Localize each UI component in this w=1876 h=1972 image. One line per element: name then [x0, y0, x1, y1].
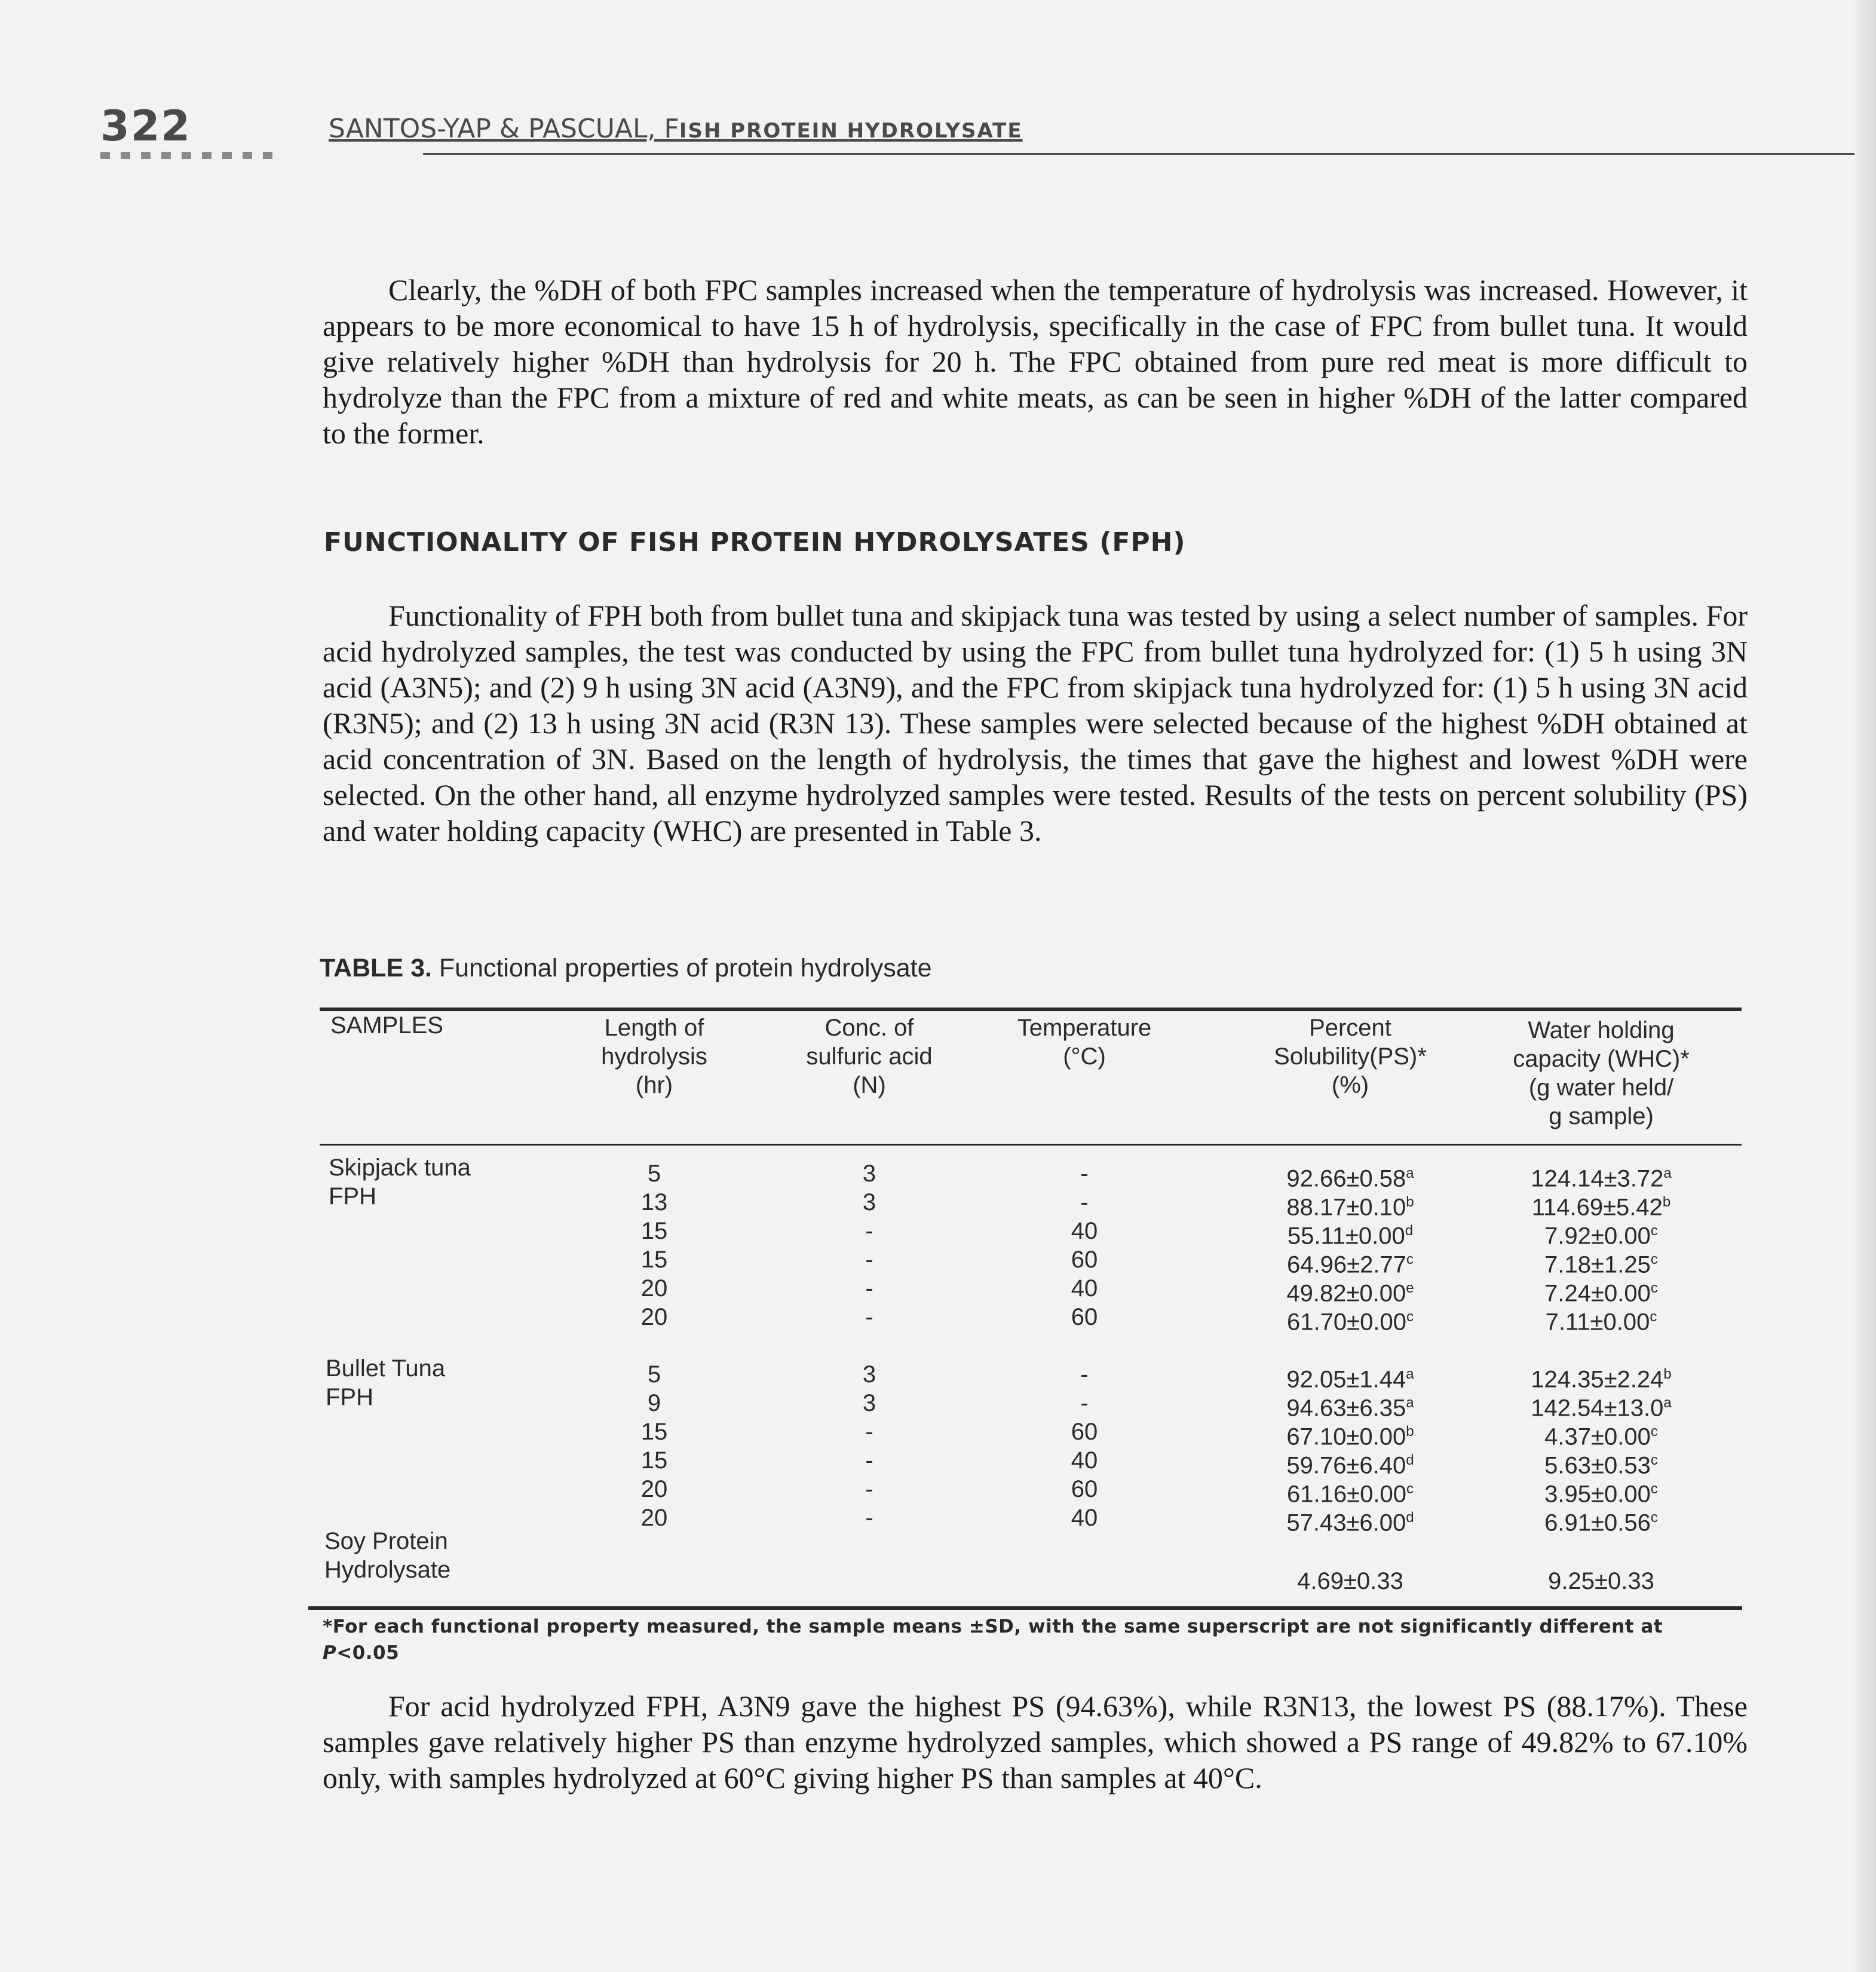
cell-length — [597, 1446, 711, 1475]
running-title-initial: F — [664, 114, 679, 144]
table-caption — [320, 954, 932, 983]
cell-conc-value: - — [865, 1476, 873, 1502]
cell-conc-value: - — [865, 1218, 873, 1244]
table-row-soy — [0, 1567, 1876, 1596]
cell-ps-value: 94.63±6.35 — [1286, 1395, 1406, 1422]
cell-ps-value: 88.17±0.10 — [1286, 1194, 1406, 1221]
paragraph-1: Clearly, the %DH of both FPC samples increased when the temperature of hydrolysis was increased. However, it appears to be more economical to have 15 h of hydrolysis, specifically in the case of FPC from bullet tuna. It would give relatively higher %DH than hydrolysis for 20 h. The FPC obtained from pure red meat is more difficult to hydrolyze than the FPC from a mixture of red and white meats, as can be seen in higher %DH of the latter compared to the former. — [323, 273, 1748, 450]
footnote-p: P — [323, 1642, 337, 1664]
cell-temp-value: - — [1080, 1189, 1089, 1215]
header-conc-line: sulfuric acid — [806, 1043, 933, 1070]
cell-ps-superscript: b — [1406, 1423, 1414, 1440]
cell-whc-superscript: a — [1663, 1395, 1672, 1411]
paragraph-3: For acid hydrolyzed FPH, A3N9 gave the highest PS (94.63%), while R3N13, the lowest PS (88.17%). These samples gave relatively higher PS than enzyme hydrolyzed samples, which showed a PS range of 49.82% to 67.10% only, with samples hydrolyzed at 60°C giving higher PS than samples at 40°C. — [323, 1689, 1748, 1795]
cell-whc-superscript: b — [1663, 1366, 1672, 1382]
cell-length — [597, 1360, 711, 1389]
header-conc — [765, 1013, 974, 1100]
cell-temp — [1028, 1504, 1141, 1532]
header-length-line: Length of — [604, 1015, 704, 1041]
cell-temp-value: - — [1080, 1160, 1089, 1187]
cell-ps-superscript: a — [1406, 1366, 1414, 1382]
cell-ps-superscript: c — [1406, 1309, 1414, 1325]
cell-length — [597, 1389, 711, 1417]
table-row — [0, 1389, 1876, 1422]
group-label-line: Soy Protein — [324, 1528, 448, 1554]
page-edge-shadow — [1852, 0, 1876, 1972]
cell-ps: 4.69±0.33 — [1297, 1568, 1403, 1594]
running-title-rest: ISH PROTEIN HYDROLYSATE — [679, 119, 1023, 143]
header-ps-line: Percent — [1309, 1015, 1391, 1041]
cell-whc-superscript: c — [1650, 1280, 1658, 1296]
cell-length-value: 15 — [640, 1247, 668, 1273]
cell-ps-value: 49.82±0.00 — [1286, 1280, 1406, 1307]
paragraph-2: Functionality of FPH both from bullet tuna and skipjack tuna was tested by using a select number of samples. For acid hydrolyzed samples, the test was conducted by using the FPC from bullet tuna hydrolyzed for: (1) 5 h using 3N acid (A3N5); and (2) 9 h using 3N acid (A3N9), and the FPC from skipjack tuna hydrolyzed for: (1) 5 h using 3N acid (R3N5); and (2) 13 h using 3N acid (R3N 13). These samples were selected because of the highest %DH obtained at acid concentration of 3N. Based on the length of hydrolysis, the times that gave the highest and lowest %DH were selected. On the other hand, all enzyme hydrolyzed samples were tested. Results of the tests on percent solubility (PS) and water holding capacity (WHC) are presented in Table 3. — [323, 599, 1748, 847]
cell-length-value: 5 — [647, 1361, 661, 1388]
header-temp — [980, 1013, 1189, 1071]
cell-whc-superscript: b — [1662, 1194, 1671, 1210]
cell-ps-value: 61.70±0.00 — [1287, 1309, 1406, 1336]
cell-temp-value: 40 — [1071, 1505, 1098, 1531]
header-whc — [1476, 1016, 1727, 1131]
cell-conc — [813, 1446, 926, 1475]
header-conc-line: (N) — [853, 1072, 886, 1098]
cell-length — [597, 1159, 711, 1188]
cell-whc: 9.25±0.33 — [1548, 1568, 1654, 1594]
table-row — [0, 1303, 1876, 1336]
cell-conc — [813, 1303, 926, 1331]
cell-ps-value: 61.16±0.00 — [1287, 1481, 1406, 1508]
cell-conc — [813, 1188, 926, 1217]
header-length — [550, 1013, 759, 1100]
cell-temp-value: 60 — [1071, 1476, 1098, 1502]
cell-whc-value: 5.63±0.53 — [1544, 1452, 1651, 1479]
group-label-line: Hydrolysate — [324, 1557, 451, 1583]
group-label-line: FPH — [329, 1183, 376, 1209]
cell-whc-value: 6.91±0.56 — [1544, 1509, 1651, 1536]
cell-length-value: 15 — [640, 1447, 668, 1474]
cell-whc-value: 3.95±0.00 — [1544, 1481, 1651, 1508]
cell-ps-value: 64.96±2.77 — [1287, 1251, 1406, 1278]
cell-length-value: 13 — [640, 1189, 668, 1215]
cell-temp — [1028, 1446, 1141, 1475]
group-label-line: Skipjack tuna — [329, 1155, 471, 1181]
header-samples: SAMPLES — [330, 1012, 443, 1039]
cell-temp-value: 40 — [1071, 1447, 1098, 1474]
cell-whc-value: 7.92±0.00 — [1544, 1223, 1651, 1250]
table-row — [0, 1504, 1876, 1536]
cell-whc-superscript: c — [1650, 1309, 1657, 1325]
header-whc-line: capacity (WHC)* — [1513, 1046, 1690, 1072]
table-row — [0, 1188, 1876, 1221]
cell-ps-superscript: b — [1406, 1194, 1414, 1210]
cell-length — [597, 1303, 711, 1331]
table-top-rule — [320, 1008, 1742, 1011]
table-bottom-rule — [308, 1606, 1742, 1610]
cell-ps-superscript: c — [1406, 1251, 1414, 1267]
header-length-line: hydrolysis — [601, 1043, 707, 1070]
cell-length — [597, 1504, 711, 1532]
cell-ps — [1225, 1504, 1476, 1537]
cell-whc-value: 7.18±1.25 — [1544, 1251, 1651, 1278]
cell-conc — [813, 1475, 926, 1504]
header-dots — [100, 152, 272, 159]
header-ps — [1225, 1013, 1476, 1100]
header-temp-line: (°C) — [1063, 1043, 1106, 1070]
cell-conc — [813, 1245, 926, 1274]
cell-temp — [1028, 1245, 1141, 1274]
cell-whc-value: 124.35±2.24 — [1531, 1366, 1664, 1393]
table-row — [0, 1475, 1876, 1508]
cell-temp — [1028, 1475, 1141, 1504]
cell-length — [597, 1188, 711, 1217]
cell-temp — [1028, 1303, 1141, 1331]
cell-ps-superscript: d — [1406, 1452, 1414, 1468]
cell-whc-superscript: c — [1650, 1423, 1658, 1440]
footnote-threshold: <0.05 — [336, 1642, 400, 1664]
cell-conc-value: 3 — [862, 1390, 876, 1416]
group-label-line: Bullet Tuna — [326, 1355, 446, 1382]
header-length-line: (hr) — [635, 1072, 673, 1098]
running-header — [100, 102, 1753, 155]
table-row — [0, 1159, 1876, 1192]
table-row — [0, 1417, 1876, 1450]
cell-ps-value: 92.05±1.44 — [1286, 1366, 1406, 1393]
cell-length-value: 20 — [640, 1476, 668, 1502]
cell-temp — [1028, 1389, 1141, 1417]
cell-conc-value: - — [865, 1247, 873, 1273]
cell-whc-value: 114.69±5.42 — [1531, 1194, 1663, 1221]
cell-conc-value: - — [865, 1419, 873, 1445]
cell-length-value: 9 — [647, 1390, 661, 1416]
cell-conc — [813, 1417, 926, 1446]
cell-conc — [813, 1217, 926, 1245]
header-temp-line: Temperature — [1017, 1015, 1152, 1041]
cell-temp — [1028, 1274, 1141, 1303]
cell-length — [597, 1417, 711, 1446]
cell-length — [597, 1217, 711, 1245]
cell-ps-value: 55.11±0.00 — [1287, 1223, 1405, 1250]
header-whc-line: (g water held/ — [1528, 1074, 1674, 1101]
cell-temp-value: 60 — [1071, 1247, 1098, 1273]
cell-conc — [813, 1504, 926, 1532]
header-ps-line: (%) — [1331, 1072, 1369, 1098]
cell-conc — [813, 1159, 926, 1188]
table-header-rule — [320, 1144, 1742, 1146]
cell-length — [597, 1475, 711, 1504]
table-row — [0, 1274, 1876, 1307]
cell-ps-superscript: a — [1406, 1165, 1414, 1181]
cell-length-value: 15 — [640, 1218, 668, 1244]
cell-temp — [1028, 1417, 1141, 1446]
cell-ps-superscript: c — [1406, 1481, 1414, 1497]
cell-conc-value: - — [865, 1505, 873, 1531]
table-footnote — [323, 1613, 1733, 1666]
cell-whc-superscript: a — [1663, 1165, 1672, 1181]
cell-temp-value: 40 — [1071, 1218, 1098, 1244]
table-caption-label: TABLE 3. — [320, 954, 432, 982]
cell-ps-value: 57.43±6.00 — [1286, 1509, 1406, 1536]
table-row — [0, 1360, 1876, 1393]
header-ps-line: Solubility(PS)* — [1274, 1043, 1427, 1070]
cell-whc — [1476, 1303, 1727, 1336]
header-rule — [423, 153, 1854, 155]
cell-temp — [1028, 1217, 1141, 1245]
cell-length — [597, 1274, 711, 1303]
table-row — [0, 1217, 1876, 1250]
cell-whc — [1476, 1504, 1727, 1537]
cell-whc-superscript: c — [1650, 1223, 1658, 1239]
cell-ps-value: 59.76±6.40 — [1286, 1452, 1406, 1479]
footnote-text: *For each functional property measured, the sample means ±SD, with the same superscript are not significantly different at — [323, 1616, 1663, 1637]
cell-conc-value: - — [865, 1275, 873, 1302]
cell-length-value: 15 — [640, 1419, 668, 1445]
cell-temp — [1028, 1159, 1141, 1188]
cell-conc-value: 3 — [862, 1189, 876, 1215]
cell-whc-superscript: c — [1650, 1452, 1658, 1468]
cell-temp-value: 40 — [1071, 1275, 1098, 1302]
cell-whc-value: 7.11±0.00 — [1545, 1309, 1650, 1336]
page-number: 322 — [100, 102, 192, 151]
cell-ps-superscript: a — [1406, 1395, 1414, 1411]
group-label-line: FPH — [326, 1384, 373, 1410]
header-whc-line: g sample) — [1549, 1103, 1654, 1129]
cell-ps-superscript: d — [1405, 1223, 1414, 1239]
cell-ps-superscript: d — [1406, 1509, 1414, 1526]
running-title-authors: SANTOS-YAP & PASCUAL, — [329, 114, 664, 144]
cell-conc-value: 3 — [862, 1160, 876, 1187]
cell-whc-superscript: c — [1650, 1509, 1658, 1526]
cell-conc-value: 3 — [862, 1361, 876, 1388]
cell-temp — [1028, 1360, 1141, 1389]
cell-conc — [813, 1360, 926, 1389]
cell-length-value: 20 — [640, 1275, 668, 1302]
cell-temp-value: 60 — [1071, 1419, 1098, 1445]
cell-whc-value: 4.37±0.00 — [1544, 1423, 1651, 1450]
cell-temp-value: 60 — [1071, 1304, 1098, 1330]
cell-conc — [813, 1274, 926, 1303]
cell-ps — [1225, 1303, 1476, 1336]
cell-whc-value: 124.14±3.72 — [1531, 1165, 1664, 1192]
section-heading: FUNCTIONALITY OF FISH PROTEIN HYDROLYSATES (FPH) — [324, 527, 1186, 558]
cell-conc-value: - — [865, 1304, 873, 1330]
table-row — [0, 1446, 1876, 1479]
cell-ps-value: 67.10±0.00 — [1286, 1423, 1406, 1450]
running-title — [329, 114, 1023, 144]
cell-ps-superscript: e — [1406, 1280, 1414, 1296]
cell-length-value: 20 — [640, 1505, 668, 1531]
cell-conc — [813, 1389, 926, 1417]
cell-length-value: 5 — [647, 1160, 661, 1187]
header-whc-line: Water holding — [1528, 1017, 1675, 1043]
header-conc-line: Conc. of — [824, 1015, 914, 1041]
cell-whc-value: 142.54±13.0 — [1531, 1395, 1664, 1422]
cell-length-value: 20 — [640, 1304, 668, 1330]
cell-temp-value: - — [1080, 1390, 1089, 1416]
cell-conc-value: - — [865, 1447, 873, 1474]
table-row — [0, 1245, 1876, 1278]
cell-ps-value: 92.66±0.58 — [1286, 1165, 1406, 1192]
table-caption-text: Functional properties of protein hydrolysate — [431, 954, 932, 982]
cell-whc-superscript: c — [1650, 1481, 1658, 1497]
cell-whc-value: 7.24±0.00 — [1544, 1280, 1651, 1307]
cell-temp — [1028, 1188, 1141, 1217]
cell-length — [597, 1245, 711, 1274]
cell-temp-value: - — [1080, 1361, 1089, 1388]
cell-whc-superscript: c — [1650, 1251, 1658, 1267]
